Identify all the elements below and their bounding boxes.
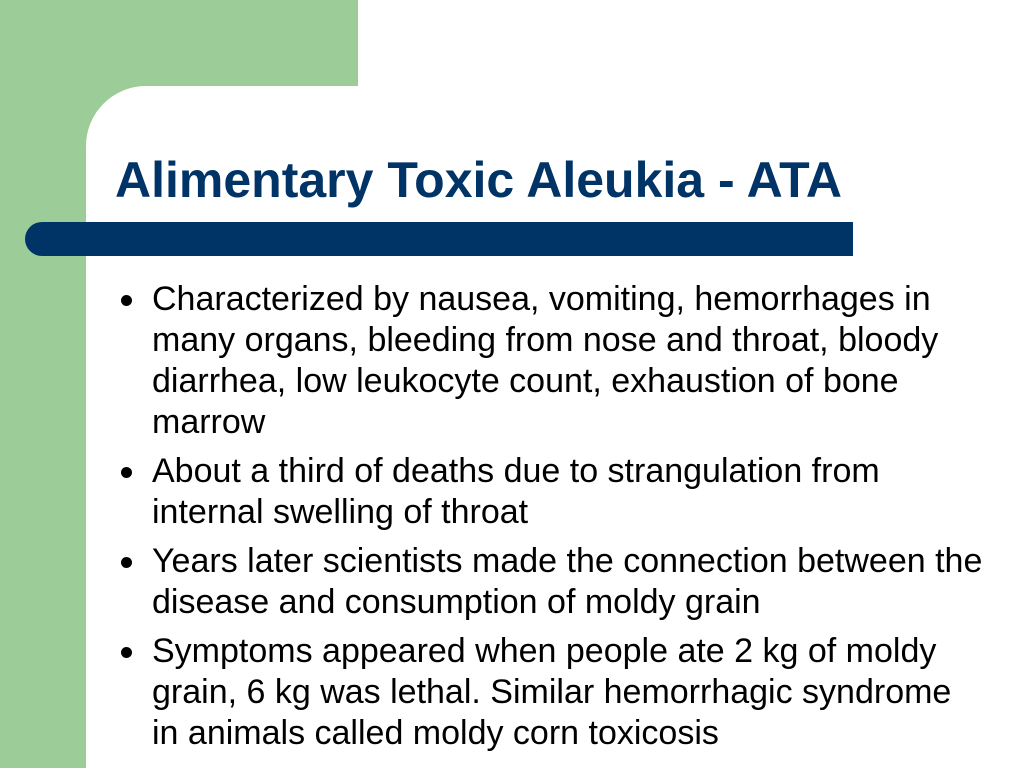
bullet-text-line: Years later scientists made the connection between the: [152, 542, 983, 580]
bullet-list: [152, 279, 982, 754]
bullet-text-line: Symptoms appeared when people ate 2 kg of moldy: [152, 632, 937, 670]
bullet-text-line: in animals called moldy corn toxicosis: [152, 714, 719, 752]
bullet-text-line: disease and consumption of moldy grain: [152, 583, 761, 621]
bullet-dot-icon: [121, 467, 132, 478]
bullet-text-line: diarrhea, low leukocyte count, exhaustion of bone: [152, 362, 899, 400]
bullet-item: [152, 451, 982, 533]
bullet-dot-icon: [121, 295, 132, 306]
title-underline-bar: [25, 222, 853, 256]
slide-title: Alimentary Toxic Aleukia - ATA: [115, 152, 843, 208]
bullet-text-line: grain, 6 kg was lethal. Similar hemorrhagic syndrome: [152, 673, 952, 711]
bullet-item: [152, 631, 982, 754]
bullet-text-line: internal swelling of throat: [152, 493, 529, 531]
bullet-dot-icon: [121, 647, 132, 658]
bullet-text-line: many organs, bleeding from nose and throat, bloody: [152, 321, 939, 359]
bullet-text-line: About a third of deaths due to strangulation from: [152, 452, 880, 490]
bullet-text-line: Characterized by nausea, vomiting, hemorrhages in: [152, 280, 931, 318]
bullet-item: [152, 279, 982, 443]
bullet-dot-icon: [121, 557, 132, 568]
bullet-item: [152, 541, 982, 623]
bullet-text-line: marrow: [152, 403, 266, 441]
